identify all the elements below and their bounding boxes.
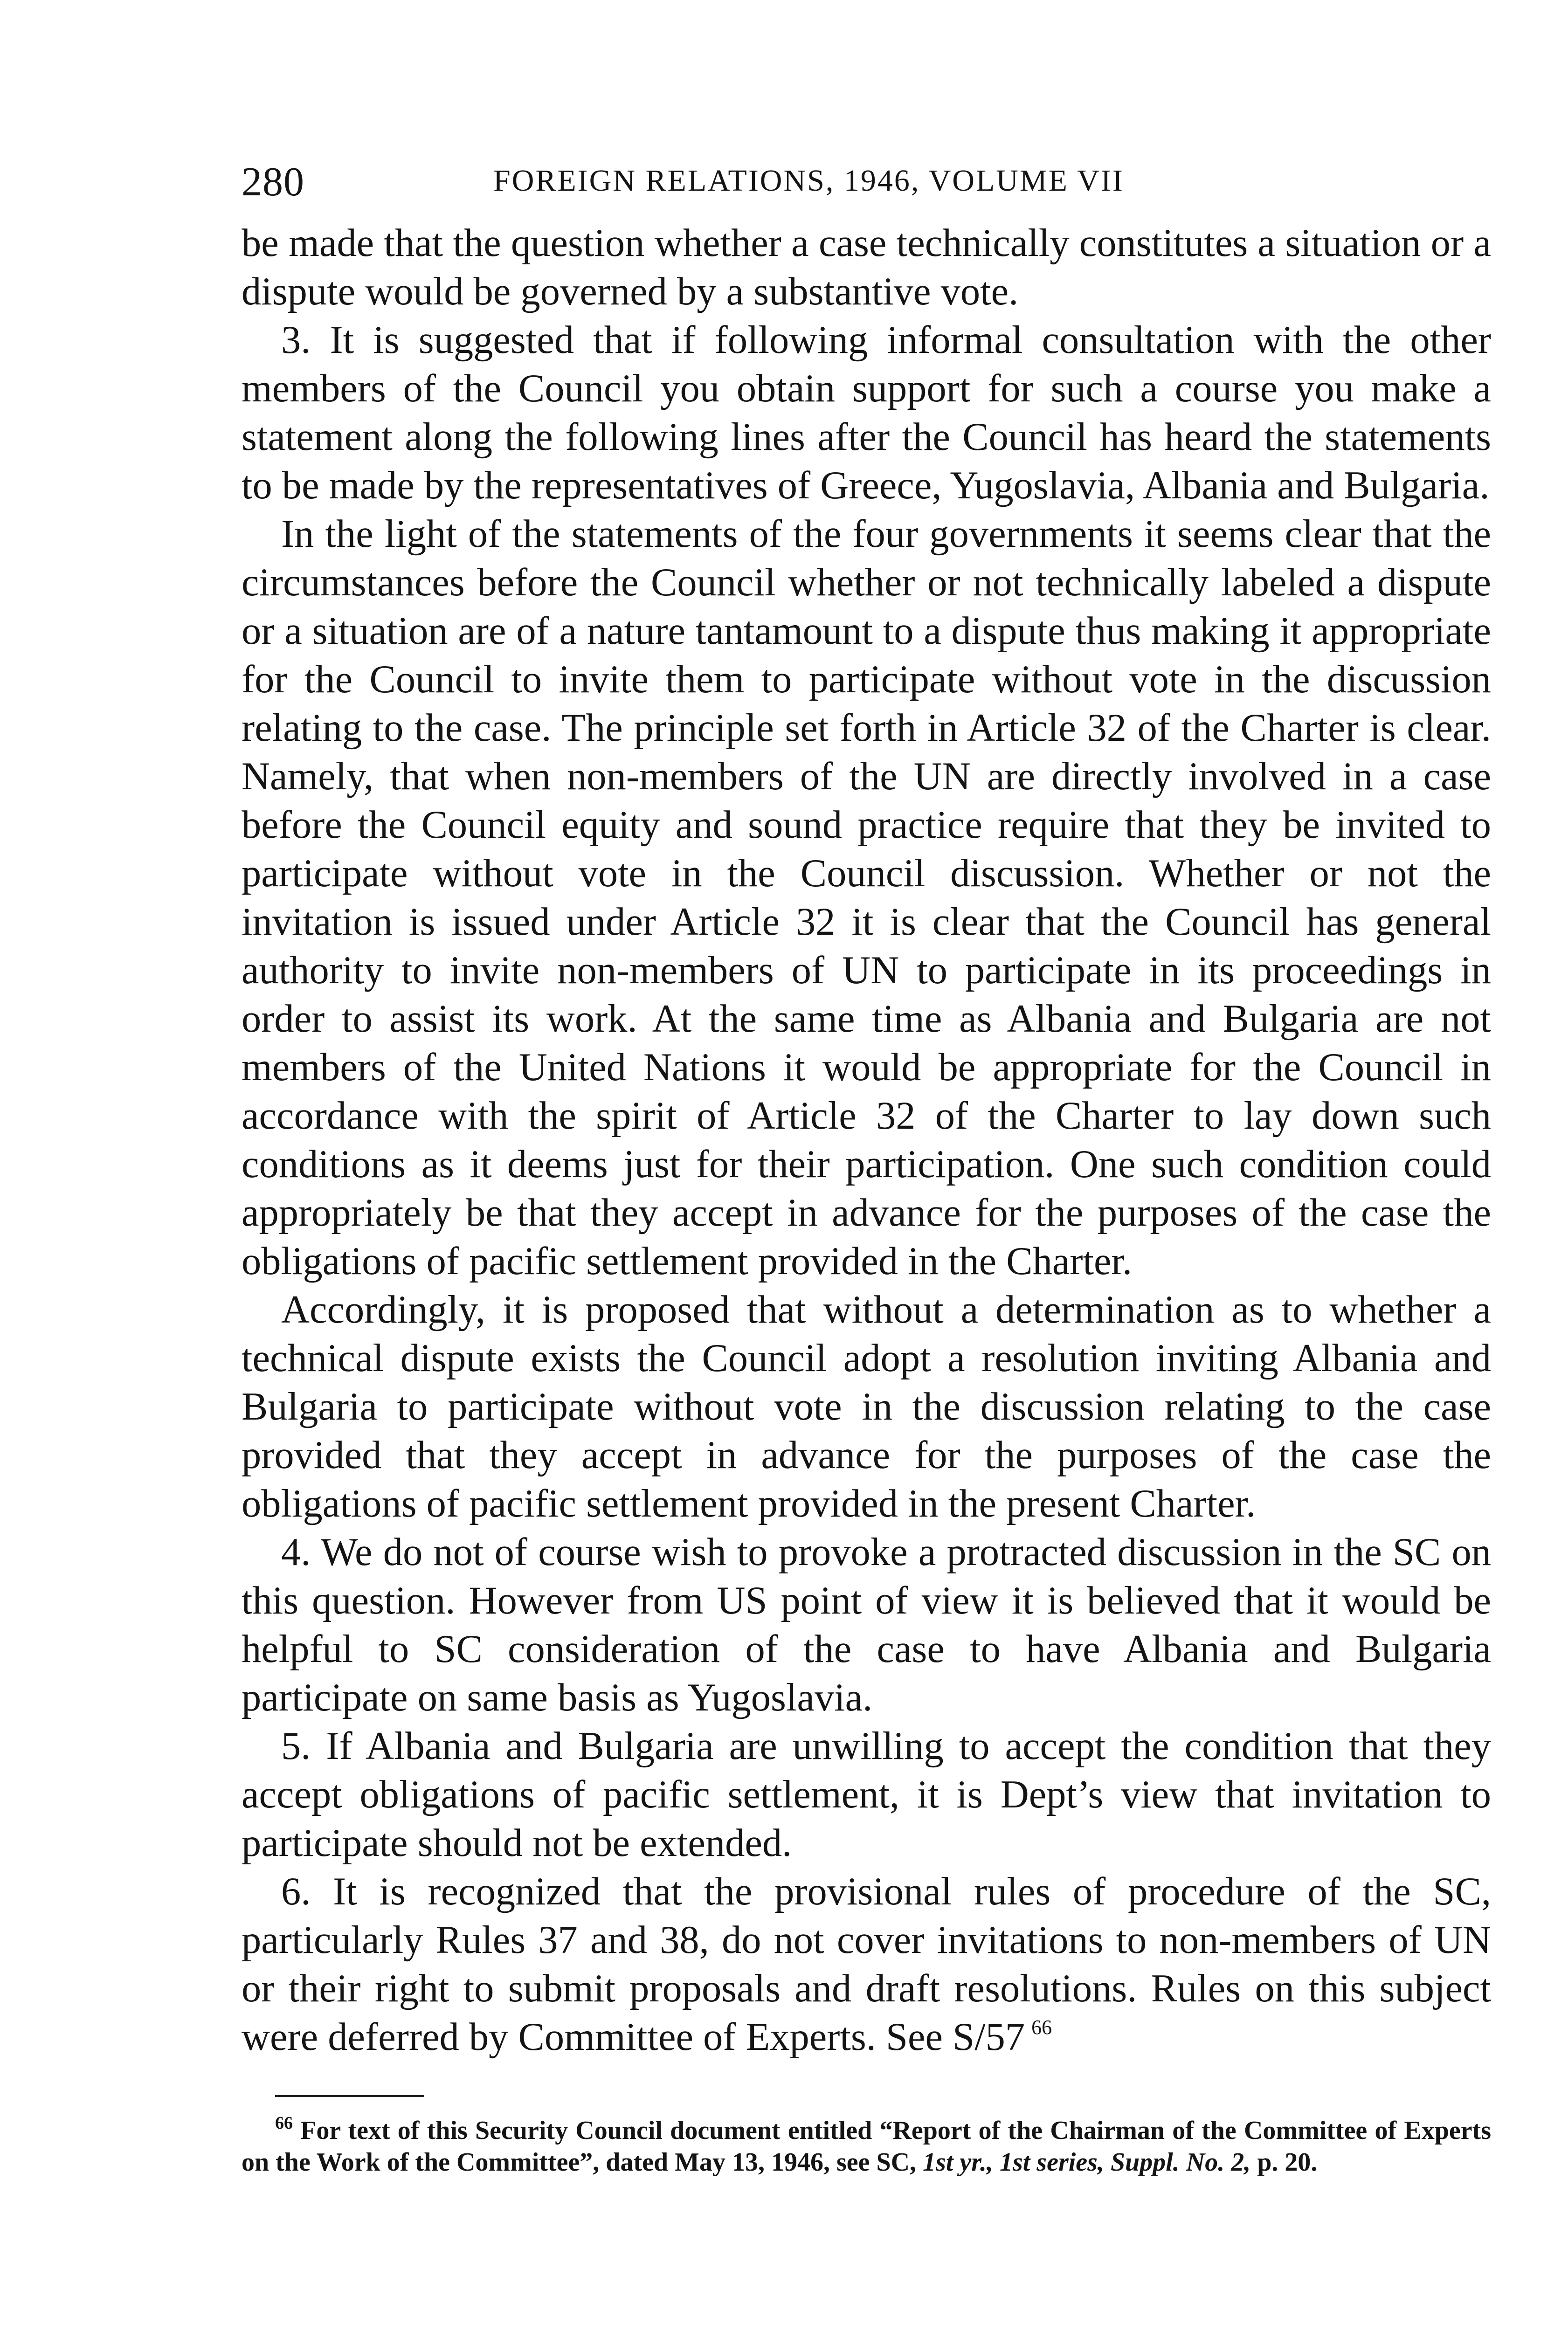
footnote-reference[interactable]: 66	[1031, 2016, 1052, 2039]
paragraph-3: 3. It is suggested that if following informal consultation with the other members of the Council you obtain support for such a course you make a statement along the following lines after the Council has heard the statements to be made by the representatives of Greece, Yugoslavia, Albania and Bulgaria.	[242, 318, 1491, 507]
footnote-divider	[275, 2095, 424, 2097]
paragraph-accordingly: Accordingly, it is proposed that without a determination as to whether a technical dispute exists the Council adopt a resolution inviting Albania and Bulgaria to participate without vote in the discussion relating to the case provided that they accept in advance for the purposes of the case the obligations of pacific settlement provided in the present Charter.	[242, 1288, 1491, 1525]
paragraph-proposed-statement: In the light of the statements of the four governments it seems clear that the circumstances before the Council whether or not technically labeled a dispute or a situation are of a nature tantamount to a dispute thus making it appropriate for the Council to invite them to participate without vote in the discussion relating to the case. The principle set forth in Article 32 of the Charter is clear. Namely, that when non-members of the UN are directly involved in a case before the Council equity and sound practice require that they be invited to participate without vote in the Council discussion. Whether or not the invitation is issued under Article 32 it is clear that the Council has general authority to invite non-members of UN to participate in its proceedings in order to assist its work. At the same time as Albania and Bulgaria are not members of the United Nations it would be appropriate for the Council in accordance with the spirit of Article 32 of the Charter to lay down such conditions as it deems just for their participation. One such condition could appropriately be that they accept in advance for the purposes of the case the obligations of pacific settlement provided in the Charter.	[242, 512, 1491, 1283]
paragraph-6	[242, 1868, 1491, 2062]
footnote-66	[242, 2115, 1491, 2178]
running-head: FOREIGN RELATIONS, 1946, VOLUME VII	[493, 164, 1124, 198]
page-number: 280	[242, 159, 304, 205]
footnote-citation-page: p. 20.	[1257, 2148, 1318, 2177]
paragraph-4: 4. We do not of course wish to provoke a protracted discussion in the SC on this question. However from US point of view it is believed that it would be helpful to SC consideration of the case to have Albania and Bulgaria participate on same basis as Yugoslavia.	[242, 1531, 1491, 1719]
document-page	[242, 159, 1491, 2178]
footnote-citation-series: 1st yr., 1st series, Suppl. No. 2,	[923, 2148, 1251, 2177]
paragraph-6-text: 6. It is recognized that the provisional rules of procedure of the SC, particularly Rules 37 and 38, do not cover invitations to non-members of UN or their right to submit proposals and draft resolutions. Rules on this subject were deferred by Committee of Experts. See S/57	[242, 1870, 1491, 2059]
body-text	[242, 219, 1491, 2062]
paragraph-5: 5. If Albania and Bulgaria are unwilling to accept the condition that they accept obligations of pacific settlement, it is Dept’s view that invitation to participate should not be extended.	[242, 1724, 1491, 1865]
paragraph-continued: be made that the question whether a case technically constitutes a situation or a dispute would be governed by a substantive vote.	[242, 221, 1491, 313]
footnote-marker: 66	[275, 2113, 293, 2133]
page-header	[242, 159, 1491, 219]
footnote-text: For text of this Security Council document entitled “Report of the Chairman of the Committee of Experts on the Work of the Committee”, dated May 13, 1946, see SC,	[242, 2116, 1491, 2177]
